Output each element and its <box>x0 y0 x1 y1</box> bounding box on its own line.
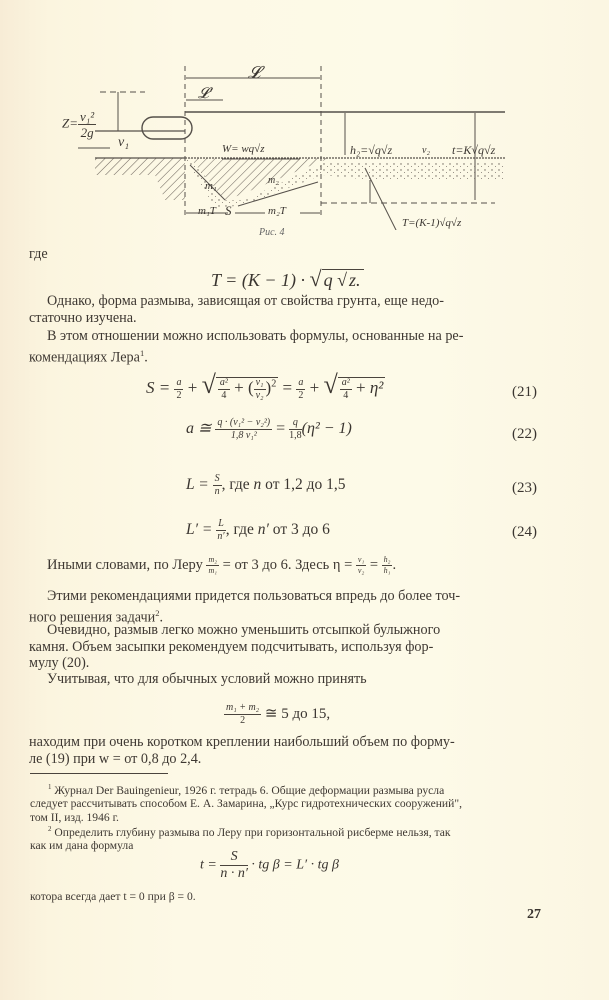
paragraph-3: Этими рекомендациями придется пользоваться впредь до более точ- ного решения задачи$^2$. <box>29 588 461 626</box>
label-L: 𝓛 <box>248 63 261 82</box>
equation-number-24: (24) <box>512 524 537 540</box>
where-label: где <box>29 246 48 262</box>
equation-number-23: (23) <box>512 480 537 496</box>
label-t: t=K√q√z <box>452 143 496 157</box>
footnote-ref-2[interactable]: 2 <box>155 607 160 618</box>
paragraph-6: находим при очень коротком креплении наибольший объем по форму- ле (19) при w = от 0,8 до 2,4. <box>29 734 455 767</box>
equation-22: a ≅ $\frac{\text{q · (v₁² − v₂²)}}{\text{1,8 v₁²}}$ = $\frac{q}{1,8}$ (η² − 1) <box>186 417 352 441</box>
label-S: S <box>225 203 232 218</box>
footnote-2-equation: t = $\frac{S}{n \cdot n'}$ · tg β = L′ · tg β <box>200 849 339 881</box>
equation-21: S = $\frac{a}{2}$ + √ $\frac{\text{a²}}{4}$ + ( $\frac{\text{v₁}}{\text{v₂}}$ )$^2$ = $\frac{a}{2}$ + √ $\frac{\text{a²}}{4}$ + η² <box>146 370 384 401</box>
label-h2: h₂=√q√z <box>350 143 393 157</box>
label-m1: m₁ <box>205 180 217 192</box>
label-v1: v₁ <box>118 135 130 150</box>
scour-diagram <box>0 55 609 230</box>
paragraph-2: В этом отношении можно использовать формулы, основанные на ре- комендациях Лера$^1$. <box>29 328 464 366</box>
equation-m: $\frac{\text{m₁ + m₂}}{2}$ ≅ 5 до 15, <box>226 702 331 726</box>
label-m1T: m₁T <box>198 205 216 217</box>
label-T: T=(K-1)√q√z <box>402 217 462 229</box>
equation-23: L = $\frac{S}{n}$ , где n от 1,2 до 1,5 <box>186 473 346 497</box>
label-m2: m₂ <box>268 175 279 186</box>
ratio-line: Иными словами, по Леру $\frac{\text{m₂}}{\text{m₁}}$ = от 3 до 6. Здесь η = $\frac{\text{v₁}}{\text{v₂}}$ = $\frac{\text{h₂}}{\text{h₁}}$ . <box>47 555 397 575</box>
figure-caption: Рис. 4 <box>259 227 285 238</box>
footnote-ref-1[interactable]: 1 <box>139 347 145 358</box>
footnote-1: $^1$ Журнал Der Bauingenieur, 1926 г. тетрадь 6. Общие деформации размыва русла следует рассчитывать способом Е. А. Замарина, „Курс гидротехнических сооружений", том II, изд. 1946 г. <box>30 783 462 824</box>
page-number: 27 <box>527 907 541 922</box>
footnote-2: $^2$ Определить глубину размыва по Леру при горизонтальной рисберме нельзя, так как им дана формула <box>30 825 451 853</box>
label-z: Z= $\frac{\text{v₁²}}{2g}$ <box>62 109 95 140</box>
figure-4 <box>0 55 609 238</box>
equation-24: L′ = $\frac{L}{n'}$ , где n′ от 3 до 6 <box>186 518 330 542</box>
label-m2T: m₂T <box>268 205 286 217</box>
label-w: W= wq√z <box>222 143 265 155</box>
label-L-prime: 𝓛′ <box>198 86 213 102</box>
footnote-2-tail: котора всегда дает t = 0 при β = 0. <box>30 890 196 903</box>
label-v2: v₂ <box>422 145 430 156</box>
paragraph-4: Очевидно, размыв легко можно уменьшить отсыпкой булыжного камня. Объем засыпки рекомендуем подсчитывать, используя фор- мулу (20). <box>29 622 441 671</box>
paragraph-1: Однако, форма размыва, зависящая от свойства грунта, еще недо- статочно изучена. <box>29 293 445 326</box>
equation-T: T = (K − 1) · √ q √ z. <box>211 266 364 292</box>
equation-number-22: (22) <box>512 426 537 442</box>
equation-number-21: (21) <box>512 384 537 400</box>
footnote-separator <box>30 773 168 774</box>
paragraph-5: Учитывая, что для обычных условий можно принять <box>47 671 367 687</box>
